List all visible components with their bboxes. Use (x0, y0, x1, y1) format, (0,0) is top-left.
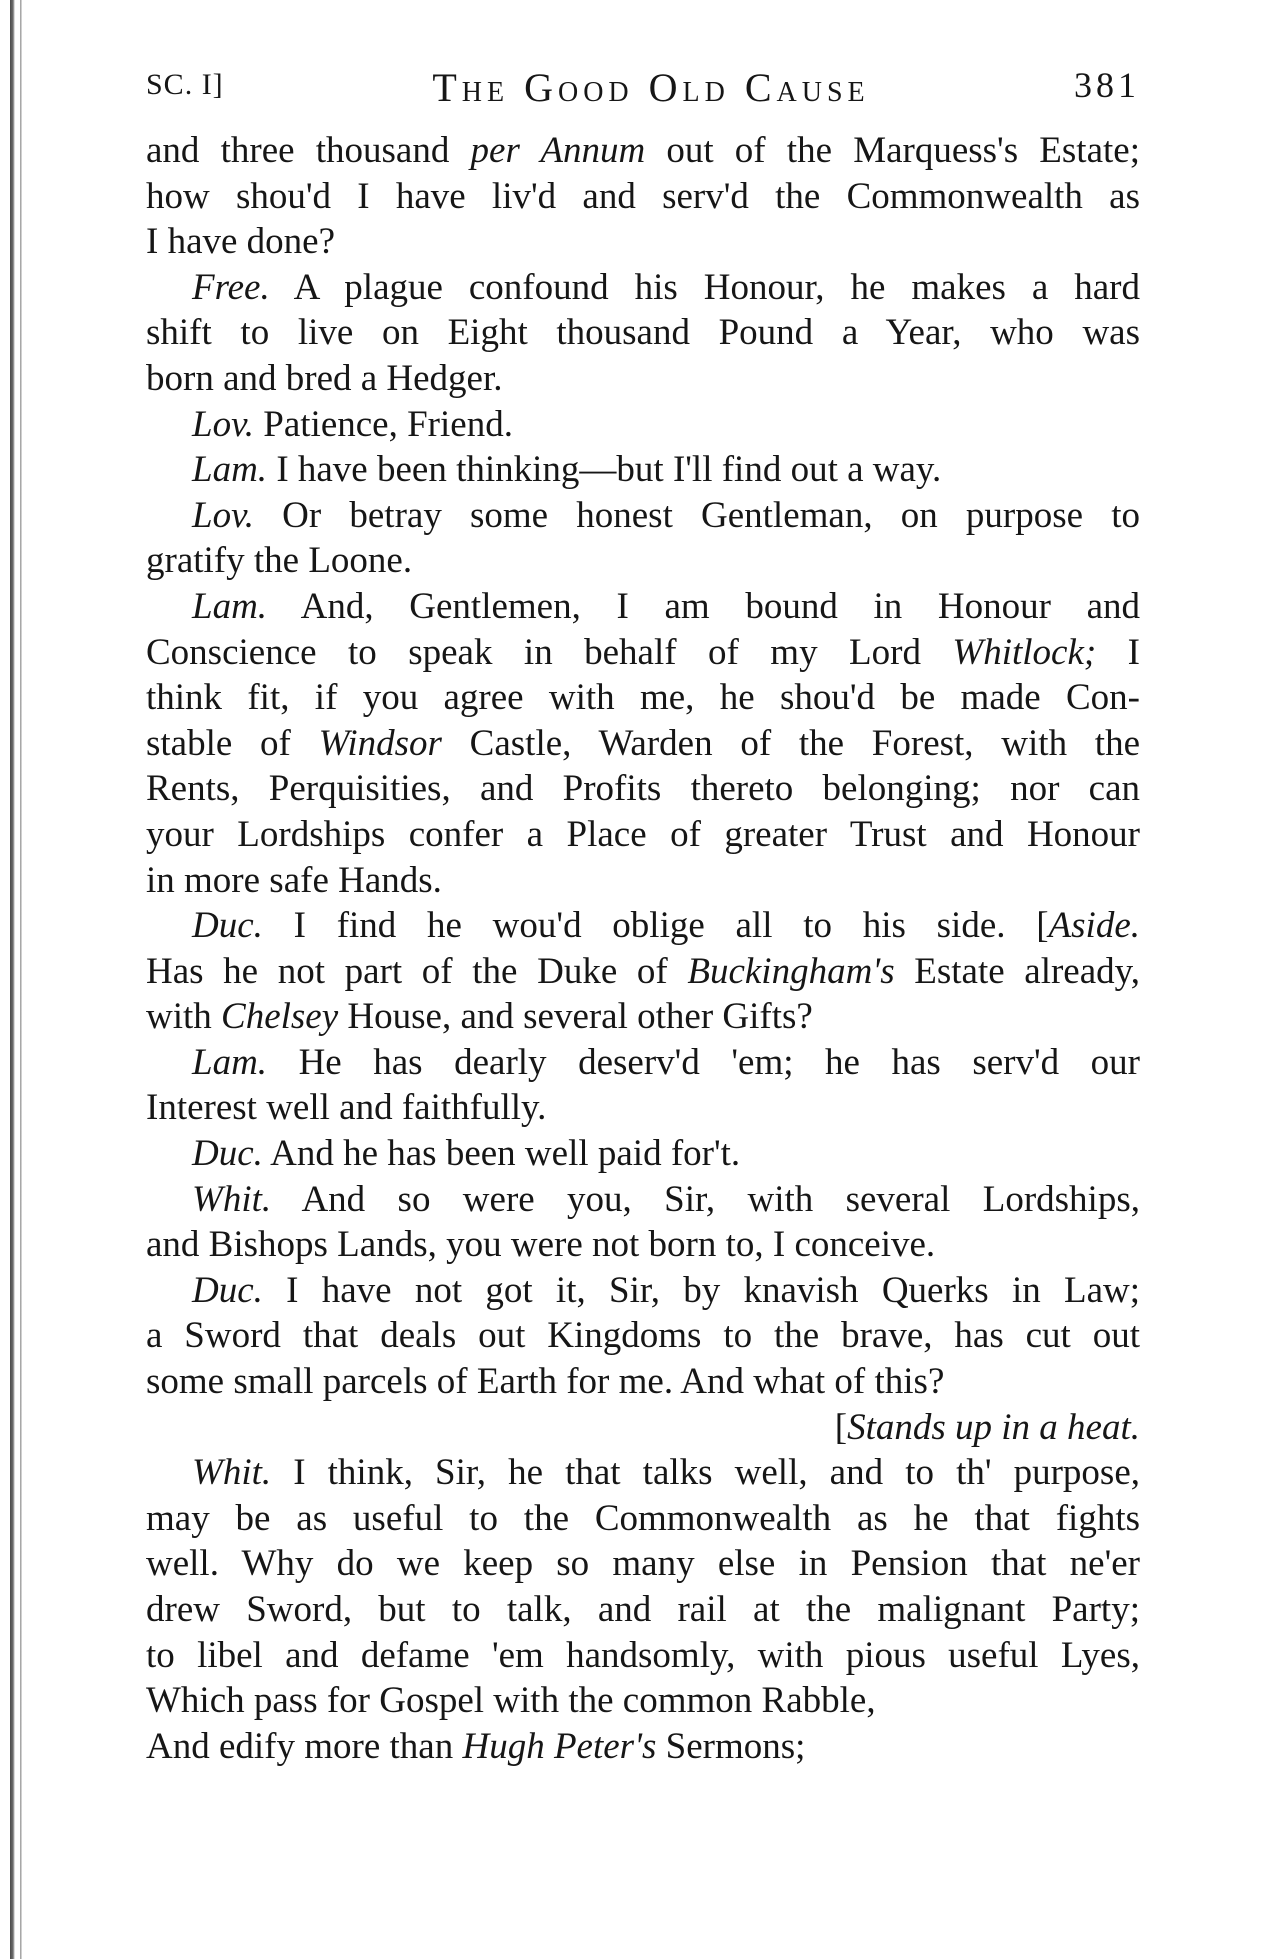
text-run: I have done? (146, 221, 336, 263)
italic-text: Lam. (192, 585, 268, 627)
text-run: well. Why do we keep so many else in Pension that ne'er (146, 1543, 1140, 1585)
text-run: may be as useful to the Commonwealth as he that fights (146, 1497, 1140, 1539)
italic-text: Buckingham's (687, 950, 895, 992)
text-line (146, 356, 1140, 402)
italic-text: Duc. (192, 1269, 263, 1311)
text-line (146, 1313, 1140, 1359)
text-run: out of the Marquess's Estate; (645, 130, 1140, 171)
page-number: 381 (1074, 65, 1140, 105)
text-run: born and bred a Hedger. (146, 357, 503, 399)
text-run: Castle, Warden of the Forest, with the (441, 722, 1141, 764)
text-line (146, 812, 1140, 858)
text-run: gratify the Loone. (146, 540, 413, 582)
text-line (146, 219, 1140, 265)
italic-text: Duc. (192, 905, 263, 947)
binding-edge (10, 0, 15, 1959)
text-line (146, 994, 1140, 1040)
italic-text: Whitlock; (952, 631, 1097, 673)
italic-text: Duc. (192, 1133, 263, 1175)
text-line (146, 265, 1140, 311)
text-run: I find he wou'd oblige all to his side. [ (262, 905, 1049, 947)
text-run: I think, Sir, he that talks well, and to th' purpose, (271, 1452, 1140, 1494)
text-run: Which pass for Gospel with the common Rabble, (146, 1680, 876, 1722)
text-run: Rents, Perquisities, and Profits thereto belonging; nor can (146, 768, 1140, 810)
italic-text: Chelsey (221, 996, 339, 1038)
italic-text: Lam. (192, 1041, 268, 1083)
text-run: I have been thinking—but I'll find out a way. (267, 449, 942, 491)
text-run: shift to live on Eight thousand Pound a Year, who was (146, 312, 1140, 354)
text-line (146, 128, 1140, 174)
text-line (146, 1359, 1140, 1405)
running-header (146, 62, 1140, 112)
text-run: with (146, 996, 222, 1038)
text-run: think fit, if you agree with me, he shou'd be made Con- (146, 677, 1140, 719)
text-run: your Lordships confer a Place of greater Trust and Honour (146, 813, 1140, 855)
text-run: stable of (146, 722, 319, 764)
text-line (146, 949, 1140, 995)
text-line (146, 493, 1140, 539)
text-run: drew Sword, but to talk, and rail at the malignant Party; (146, 1589, 1140, 1630)
text-run: House, and several other Gifts? (338, 996, 813, 1038)
running-title: The Good Old Cause (432, 65, 870, 110)
text-line (146, 402, 1140, 448)
binding-edge-shadow (20, 0, 22, 1959)
italic-text: Whit. (192, 1452, 272, 1494)
italic-text: Whit. (192, 1178, 272, 1220)
text-run: [ (834, 1406, 848, 1448)
text-line (146, 174, 1140, 220)
text-run: Interest well and faithfully. (146, 1087, 547, 1129)
text-line (146, 1541, 1140, 1587)
text-run: Patience, Friend. (254, 403, 513, 445)
text-run: And, Gentlemen, I am bound in Honour and (267, 585, 1140, 627)
text-run: Has he not part of the Duke of (146, 950, 688, 992)
italic-text: Stands up in a heat. (847, 1406, 1140, 1448)
text-line (146, 1724, 1140, 1770)
text-run: how shou'd I have liv'd and serv'd the Commonwealth as (146, 175, 1140, 217)
text-line (146, 903, 1140, 949)
text-run: and three thousand (146, 130, 471, 171)
text-run: And he has been well paid for't. (262, 1133, 741, 1175)
text-run: I have not got it, Sir, by knavish Querks in Law; (262, 1269, 1140, 1311)
text-line (146, 675, 1140, 721)
text-run: Or betray some honest Gentleman, on purpose to (254, 494, 1140, 536)
text-line (146, 1131, 1140, 1177)
text-line (146, 584, 1140, 630)
text-run: Conscience to speak in behalf of my Lord (146, 631, 953, 673)
italic-text: per Annum (470, 130, 646, 171)
italic-text: Lov. (192, 403, 255, 445)
text-line (146, 766, 1140, 812)
italic-text: Lov. (192, 494, 255, 536)
text-line (146, 1268, 1140, 1314)
text-run: I (1096, 631, 1140, 673)
text-line (146, 1040, 1140, 1086)
text-line (146, 1678, 1140, 1724)
text-line (146, 630, 1140, 676)
text-line (146, 721, 1140, 767)
section-marker: SC. I] (146, 68, 224, 101)
text-line (146, 1177, 1140, 1223)
text-run: Estate already, (894, 950, 1140, 992)
text-line (146, 447, 1140, 493)
text-line (146, 310, 1140, 356)
text-line (146, 538, 1140, 584)
text-run: in more safe Hands. (146, 859, 442, 901)
text-line (146, 1450, 1140, 1496)
text-line (146, 1085, 1140, 1131)
text-line (146, 858, 1140, 904)
text-run: some small parcels of Earth for me. And what of this? (146, 1361, 945, 1403)
text-run: to libel and defame 'em handsomly, with pious useful Lyes, (146, 1634, 1140, 1676)
italic-text: Aside. (1048, 905, 1140, 947)
text-line (146, 1633, 1140, 1679)
italic-text: Free. (192, 266, 270, 308)
text-run: And edify more than (146, 1725, 463, 1767)
text-run: Sermons; (656, 1725, 806, 1767)
italic-text: Windsor (318, 722, 442, 764)
italic-text: Hugh Peter's (462, 1725, 657, 1767)
text-line (146, 1587, 1140, 1633)
italic-text: Lam. (192, 449, 268, 491)
text-run: a Sword that deals out Kingdoms to the brave, has cut out (146, 1315, 1140, 1357)
text-line (146, 1222, 1140, 1268)
text-line (146, 1496, 1140, 1542)
text-line (146, 1405, 1140, 1451)
text-run: and Bishops Lands, you were not born to, I conceive. (146, 1224, 936, 1266)
text-run: A plague confound his Honour, he makes a hard (269, 266, 1140, 308)
text-run: And so were you, Sir, with several Lordships, (271, 1178, 1140, 1220)
text-run: He has dearly deserv'd 'em; he has serv'd our (267, 1041, 1140, 1083)
text-body (146, 128, 1140, 1769)
